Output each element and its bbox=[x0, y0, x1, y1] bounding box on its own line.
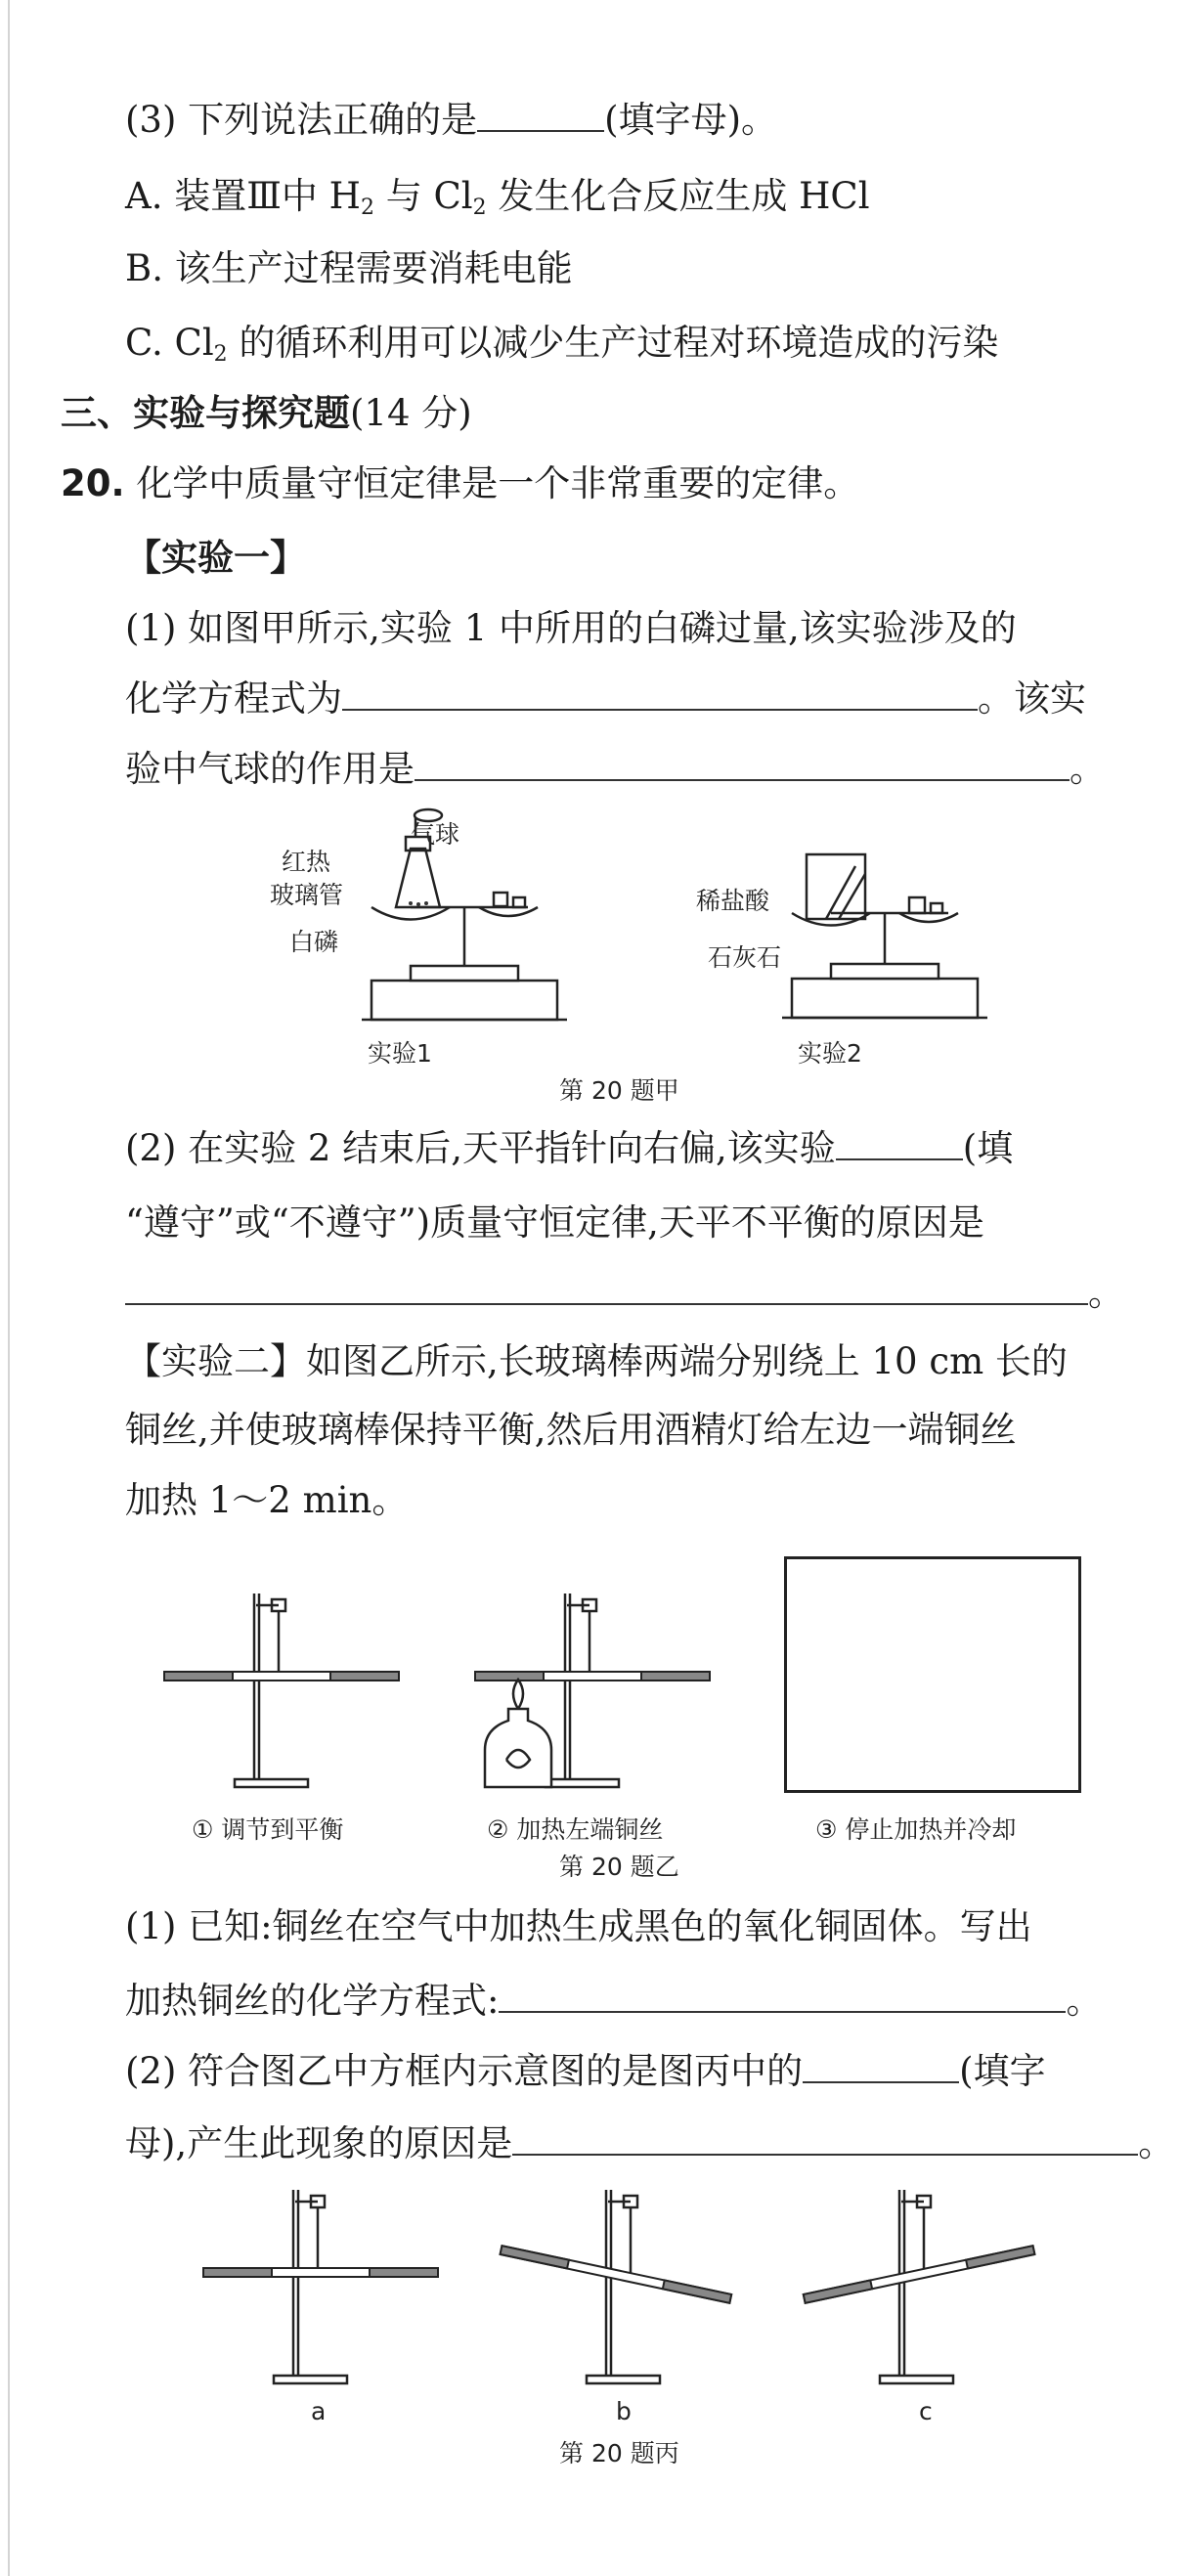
figure-a-exp1 bbox=[352, 809, 577, 1034]
exp1-title: 【实验一】 bbox=[125, 537, 306, 579]
figure-b-step1 bbox=[156, 1584, 411, 1799]
label-limestone: 石灰石 bbox=[708, 943, 782, 972]
q19-option-c: C. $Cl_2$ 的循环利用可以减少生产过程对环境造成的污染 bbox=[125, 322, 999, 367]
answer-blank[interactable] bbox=[477, 99, 604, 132]
answer-blank[interactable] bbox=[512, 2122, 1138, 2156]
answer-blank[interactable] bbox=[803, 2050, 959, 2083]
exp2-line3: 加热 1～2 min。 bbox=[125, 1479, 409, 1521]
answer-blank[interactable] bbox=[125, 1272, 1088, 1305]
q19-part3: (3) 下列说法正确的是 (填字母)。 bbox=[125, 99, 778, 141]
q19-option-b: B. 该生产过程需要消耗电能 bbox=[125, 247, 573, 289]
q19-option-a: A. 装置Ⅲ中 $H_2$ 与 $Cl_2$ 发生化合反应生成 HCl bbox=[125, 175, 870, 220]
figure-c-a bbox=[196, 2180, 450, 2395]
exp1-p1-line3: 验中气球的作用是 。 bbox=[125, 748, 1106, 790]
exp2-line2: 铜丝,并使玻璃棒保持平衡,然后用酒精灯给左边一端铜丝 bbox=[125, 1409, 1017, 1451]
caption-a: a bbox=[311, 2397, 327, 2425]
label-tube-2: 玻璃管 bbox=[270, 881, 344, 909]
figure-a-title: 第 20 题甲 bbox=[559, 1076, 679, 1105]
exp2-p1-line2: 加热铜丝的化学方程式: 。 bbox=[125, 1980, 1103, 2022]
label-balloon: 气球 bbox=[411, 820, 460, 849]
answer-blank[interactable] bbox=[415, 748, 1070, 781]
caption-exp1: 实验1 bbox=[368, 1039, 432, 1068]
exp1-p2-line2: “遵守”或“不遵守”)质量守恒定律,天平不平衡的原因是 bbox=[125, 1201, 984, 1244]
exp2-line1: 【实验二】如图乙所示,长玻璃棒两端分别绕上 10 cm 长的 bbox=[125, 1340, 1068, 1382]
answer-blank[interactable] bbox=[836, 1127, 963, 1160]
caption-step3: ③ 停止加热并冷却 bbox=[815, 1815, 1017, 1844]
figure-c-c bbox=[802, 2180, 1056, 2395]
label-white-phosphorus: 白磷 bbox=[289, 928, 339, 956]
exp1-p1-line2: 化学方程式为 。该实 bbox=[125, 677, 1086, 720]
page-edge bbox=[8, 0, 10, 2576]
figure-b-title: 第 20 题乙 bbox=[559, 1853, 679, 1881]
answer-blank[interactable] bbox=[499, 1980, 1066, 2013]
figure-c-b bbox=[489, 2180, 743, 2395]
caption-c: c bbox=[919, 2397, 933, 2425]
answer-box[interactable] bbox=[784, 1556, 1081, 1793]
q20-stem: 20. 化学中质量守恒定律是一个非常重要的定律。 bbox=[61, 462, 860, 504]
figure-c-title: 第 20 题丙 bbox=[559, 2439, 679, 2467]
exp1-p1-line1: (1) 如图甲所示,实验 1 中所用的白磷过量,该实验涉及的 bbox=[125, 607, 1017, 649]
caption-step2: ② 加热左端铜丝 bbox=[487, 1815, 664, 1844]
caption-b: b bbox=[616, 2397, 632, 2425]
label-acid: 稀盐酸 bbox=[696, 887, 770, 915]
label-tube-1: 红热 bbox=[282, 848, 331, 876]
caption-exp2: 实验2 bbox=[798, 1039, 862, 1068]
exp1-p2-line1: (2) 在实验 2 结束后,天平指针向右偏,该实验 (填 bbox=[125, 1127, 1014, 1169]
exp2-p2-line2: 母),产生此现象的原因是 。 bbox=[125, 2122, 1175, 2164]
figure-b-step2 bbox=[467, 1584, 721, 1799]
answer-blank[interactable] bbox=[342, 677, 978, 711]
exp2-p2-line1: (2) 符合图乙中方框内示意图的是图丙中的 (填字 bbox=[125, 2050, 1046, 2092]
caption-step1: ① 调节到平衡 bbox=[192, 1815, 344, 1844]
exp2-p1-line1: (1) 已知:铜丝在空气中加热生成黑色的氧化铜固体。写出 bbox=[125, 1905, 1032, 1947]
figure-a-exp2 bbox=[772, 847, 1007, 1032]
section-heading: 三、实验与探究题(14 分) bbox=[61, 392, 472, 434]
exp1-p2-line3: 。 bbox=[125, 1271, 1124, 1316]
